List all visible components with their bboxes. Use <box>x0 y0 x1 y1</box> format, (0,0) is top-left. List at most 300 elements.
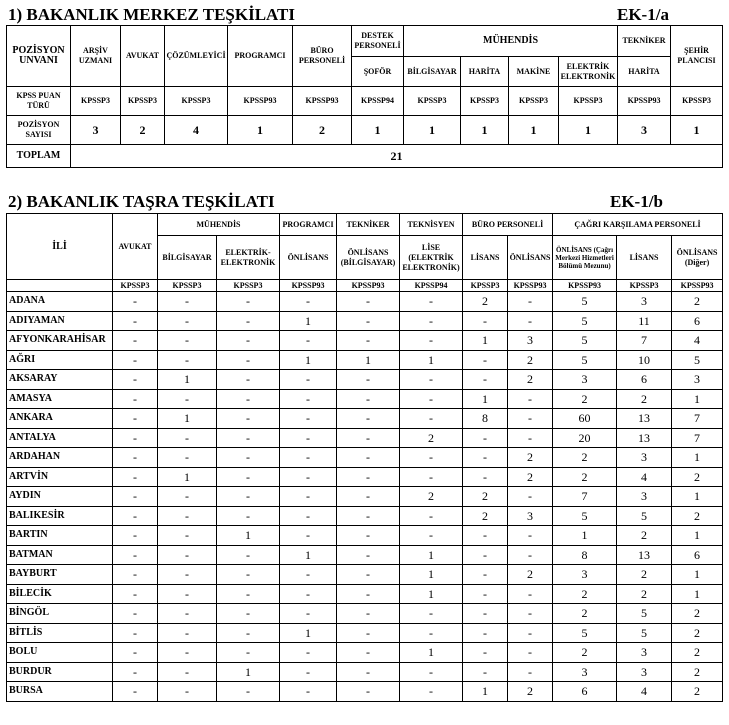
province-count-cell: - <box>337 370 400 390</box>
header-destek: DESTEK PERSONELİ <box>352 26 404 57</box>
province-count-cell: - <box>217 643 280 663</box>
province-count-cell: - <box>280 370 337 390</box>
province-count-cell: - <box>280 292 337 312</box>
province-count-cell: 1 <box>463 682 508 702</box>
province-count-cell: 2 <box>553 604 617 624</box>
province-count-cell: - <box>158 292 217 312</box>
province-count-cell: 5 <box>553 623 617 643</box>
province-count-cell: - <box>508 545 553 565</box>
province-count-cell: 6 <box>672 311 723 331</box>
province-name: AMASYA <box>7 389 113 409</box>
province-count-cell: 1 <box>280 545 337 565</box>
header-tekniker: TEKNİKER <box>618 26 671 57</box>
province-count-cell: - <box>217 623 280 643</box>
province-row <box>7 409 723 429</box>
province-count-cell: - <box>280 565 337 585</box>
header-sehir: ŞEHİR PLANCISI <box>671 26 723 87</box>
province-count-cell: 1 <box>463 331 508 351</box>
province-count-cell: - <box>217 506 280 526</box>
province-count-cell: - <box>280 331 337 351</box>
subheader-buro-onlisans: ÖNLİSANS <box>508 236 553 280</box>
province-count-cell: - <box>463 370 508 390</box>
header-bilgisayar: BİLGİSAYAR <box>404 57 461 87</box>
section1-title: 1) BAKANLIK MERKEZ TEŞKİLATI <box>8 5 296 24</box>
province-count-cell: - <box>113 565 158 585</box>
province-count-cell: 2 <box>672 623 723 643</box>
province-count-cell: - <box>463 526 508 546</box>
province-count-cell: - <box>400 311 463 331</box>
kpss-cell: KPSSP93 <box>553 280 617 292</box>
header-tekniker-harita: HARİTA <box>618 57 671 87</box>
province-count-cell: 2 <box>672 643 723 663</box>
province-count-cell: - <box>113 662 158 682</box>
province-count-cell: - <box>337 331 400 351</box>
province-name: ANKARA <box>7 409 113 429</box>
province-count-cell: 4 <box>617 467 672 487</box>
province-count-cell: - <box>280 389 337 409</box>
province-count-cell: - <box>217 409 280 429</box>
province-count-cell: 1 <box>280 350 337 370</box>
count-cell: 2 <box>293 116 352 145</box>
province-count-cell: - <box>113 526 158 546</box>
province-count-cell: 1 <box>280 623 337 643</box>
province-count-cell: - <box>217 565 280 585</box>
province-row <box>7 331 723 351</box>
province-count-cell: - <box>217 487 280 507</box>
province-count-cell: 7 <box>553 487 617 507</box>
province-name: ARTVİN <box>7 467 113 487</box>
province-count-cell: - <box>113 545 158 565</box>
count-cell: 1 <box>509 116 559 145</box>
kpss-cell: KPSSP3 <box>113 280 158 292</box>
province-count-cell: 13 <box>617 545 672 565</box>
header-buro: BÜRO PERSONELİ <box>293 26 352 87</box>
province-count-cell: 1 <box>553 526 617 546</box>
province-row <box>7 311 723 331</box>
count-cell: 2 <box>121 116 165 145</box>
provincial-organization-table <box>6 213 723 702</box>
province-name: BURSA <box>7 682 113 702</box>
province-header: İLİ <box>7 214 113 280</box>
province-count-cell: 5 <box>617 604 672 624</box>
total-row <box>7 145 723 168</box>
kpss-cell: KPSSP93 <box>508 280 553 292</box>
province-count-cell: 2 <box>508 467 553 487</box>
province-count-cell: 2 <box>617 584 672 604</box>
province-count-cell: - <box>463 350 508 370</box>
province-count-cell: 2 <box>508 448 553 468</box>
province-count-cell: 3 <box>508 506 553 526</box>
province-count-cell: 2 <box>672 662 723 682</box>
province-count-cell: - <box>508 662 553 682</box>
province-count-cell: - <box>337 643 400 663</box>
subheader-cagri-diger: ÖNLİSANS (Diğer) <box>672 236 723 280</box>
province-name: ADANA <box>7 292 113 312</box>
province-count-cell: - <box>508 604 553 624</box>
province-count-cell: 1 <box>672 487 723 507</box>
province-count-cell: - <box>158 604 217 624</box>
province-count-cell: - <box>158 545 217 565</box>
province-count-cell: 1 <box>280 311 337 331</box>
province-count-cell: - <box>463 545 508 565</box>
province-count-cell: - <box>280 409 337 429</box>
province-row <box>7 389 723 409</box>
subheader-programci-onlisans: ÖNLİSANS <box>280 236 337 280</box>
province-count-cell: 5 <box>672 350 723 370</box>
province-count-cell: - <box>158 643 217 663</box>
count-cell: 1 <box>228 116 293 145</box>
province-count-cell: 7 <box>672 428 723 448</box>
province-count-cell: 2 <box>463 506 508 526</box>
header-muhendis: MÜHENDİS <box>158 214 280 236</box>
kpss-cell: KPSSP93 <box>337 280 400 292</box>
province-count-cell: 3 <box>672 370 723 390</box>
province-count-cell: - <box>508 428 553 448</box>
province-count-cell: - <box>217 604 280 624</box>
province-count-cell: 13 <box>617 409 672 429</box>
kpss-blank <box>7 280 113 292</box>
count-cell: 4 <box>165 116 228 145</box>
province-count-cell: - <box>400 467 463 487</box>
kpss-cell: KPSSP3 <box>217 280 280 292</box>
province-count-cell: - <box>158 487 217 507</box>
header-programci: PROGRAMCI <box>228 26 293 87</box>
province-count-cell: 13 <box>617 428 672 448</box>
province-count-cell: 1 <box>672 389 723 409</box>
province-count-cell: - <box>508 487 553 507</box>
province-count-cell: - <box>217 545 280 565</box>
province-count-cell: - <box>280 604 337 624</box>
province-count-cell: - <box>463 428 508 448</box>
province-name: BURDUR <box>7 662 113 682</box>
province-count-cell: 2 <box>508 370 553 390</box>
province-count-cell: - <box>400 389 463 409</box>
province-name: BARTIN <box>7 526 113 546</box>
province-count-cell: 1 <box>400 565 463 585</box>
header-arsiv: ARŞİV UZMANI <box>71 26 121 87</box>
header-avukat: AVUKAT <box>113 214 158 280</box>
province-count-cell: - <box>400 604 463 624</box>
province-count-cell: - <box>113 370 158 390</box>
province-name: ANTALYA <box>7 428 113 448</box>
province-count-cell: 1 <box>158 467 217 487</box>
province-count-cell: - <box>463 662 508 682</box>
province-count-cell: 2 <box>672 604 723 624</box>
province-count-cell: 2 <box>463 487 508 507</box>
province-count-cell: - <box>337 545 400 565</box>
province-row <box>7 467 723 487</box>
province-count-cell: - <box>280 506 337 526</box>
province-count-cell: - <box>508 292 553 312</box>
province-name: BİLECİK <box>7 584 113 604</box>
province-count-cell: - <box>337 662 400 682</box>
province-count-cell: - <box>113 506 158 526</box>
province-row <box>7 662 723 682</box>
province-count-cell: 2 <box>553 448 617 468</box>
province-count-cell: - <box>158 682 217 702</box>
province-count-cell: 1 <box>400 584 463 604</box>
province-count-cell: - <box>217 682 280 702</box>
province-count-cell: 1 <box>217 662 280 682</box>
section2-title: 2) BAKANLIK TAŞRA TEŞKİLATI <box>8 192 275 211</box>
province-count-cell: 7 <box>672 409 723 429</box>
province-count-cell: - <box>113 409 158 429</box>
header-cagri: ÇAĞRI KARŞILAMA PERSONELİ <box>553 214 723 236</box>
province-count-cell: - <box>217 448 280 468</box>
province-count-cell: 4 <box>617 682 672 702</box>
province-count-cell: - <box>158 565 217 585</box>
header-cozumleyici: ÇÖZÜMLEYİCİ <box>165 26 228 87</box>
kpss-cell: KPSSP93 <box>293 87 352 116</box>
position-title-header: POZİSYON UNVANI <box>7 26 71 87</box>
header-sofor: ŞOFÖR <box>352 57 404 87</box>
province-count-cell: 1 <box>337 350 400 370</box>
province-count-cell: - <box>158 448 217 468</box>
province-count-cell: - <box>337 311 400 331</box>
province-count-cell: 4 <box>672 331 723 351</box>
province-row <box>7 370 723 390</box>
province-count-cell: 6 <box>617 370 672 390</box>
province-count-cell: 8 <box>553 545 617 565</box>
province-count-cell: - <box>158 311 217 331</box>
province-count-cell: - <box>400 331 463 351</box>
section1-code: EK-1/a <box>617 5 669 24</box>
kpss-row <box>7 87 723 116</box>
province-name: ADIYAMAN <box>7 311 113 331</box>
province-count-cell: - <box>113 428 158 448</box>
province-count-cell: - <box>508 409 553 429</box>
province-count-cell: - <box>400 448 463 468</box>
province-count-cell: 2 <box>617 565 672 585</box>
kpss-cell: KPSSP94 <box>400 280 463 292</box>
kpss-cell: KPSSP3 <box>559 87 618 116</box>
count-cell: 1 <box>404 116 461 145</box>
subheader-buro-lisans: LİSANS <box>463 236 508 280</box>
province-count-cell: - <box>158 389 217 409</box>
province-count-cell: 3 <box>553 370 617 390</box>
province-count-cell: - <box>337 584 400 604</box>
province-count-cell: - <box>217 350 280 370</box>
province-row <box>7 526 723 546</box>
province-count-cell: - <box>508 584 553 604</box>
province-count-cell: 11 <box>617 311 672 331</box>
province-count-cell: - <box>508 623 553 643</box>
kpss-cell: KPSSP94 <box>352 87 404 116</box>
province-count-cell: - <box>508 526 553 546</box>
province-count-cell: - <box>217 311 280 331</box>
province-count-cell: - <box>158 662 217 682</box>
kpss-cell: KPSSP93 <box>228 87 293 116</box>
province-row <box>7 682 723 702</box>
province-name: AKSARAY <box>7 370 113 390</box>
province-count-cell: 2 <box>672 467 723 487</box>
province-row <box>7 584 723 604</box>
count-label: POZİSYON SAYISI <box>7 116 71 145</box>
kpss-cell: KPSSP3 <box>158 280 217 292</box>
province-count-cell: - <box>280 662 337 682</box>
province-row <box>7 448 723 468</box>
province-count-cell: - <box>400 682 463 702</box>
province-count-cell: 2 <box>508 350 553 370</box>
subheader-bilgisayar: BİLGİSAYAR <box>158 236 217 280</box>
count-cell: 3 <box>71 116 121 145</box>
province-count-cell: 2 <box>463 292 508 312</box>
province-count-cell: 3 <box>617 662 672 682</box>
province-count-cell: - <box>217 467 280 487</box>
province-count-cell: - <box>337 623 400 643</box>
province-count-cell: - <box>337 467 400 487</box>
province-count-cell: - <box>217 292 280 312</box>
province-count-cell: 2 <box>617 389 672 409</box>
kpss-cell: KPSSP3 <box>671 87 723 116</box>
province-count-cell: 1 <box>672 565 723 585</box>
province-count-cell: 1 <box>400 545 463 565</box>
kpss-cell: KPSSP3 <box>121 87 165 116</box>
province-count-cell: 3 <box>508 331 553 351</box>
province-row <box>7 545 723 565</box>
header-teknisyen: TEKNİSYEN <box>400 214 463 236</box>
province-row <box>7 292 723 312</box>
province-count-cell: - <box>158 331 217 351</box>
province-count-cell: 5 <box>553 331 617 351</box>
province-count-cell: 1 <box>672 584 723 604</box>
count-row <box>7 116 723 145</box>
province-count-cell: - <box>400 526 463 546</box>
province-count-cell: - <box>280 643 337 663</box>
province-count-cell: 5 <box>617 506 672 526</box>
province-count-cell: - <box>113 584 158 604</box>
province-count-cell: - <box>337 389 400 409</box>
kpss-cell: KPSSP3 <box>617 280 672 292</box>
kpss-row <box>7 280 723 292</box>
province-count-cell: - <box>400 409 463 429</box>
province-count-cell: - <box>217 331 280 351</box>
province-count-cell: - <box>337 526 400 546</box>
province-count-cell: 1 <box>672 448 723 468</box>
total-value: 21 <box>71 145 723 168</box>
count-cell: 3 <box>618 116 671 145</box>
province-row <box>7 623 723 643</box>
province-count-cell: 5 <box>553 311 617 331</box>
province-row <box>7 487 723 507</box>
province-name: BİTLİS <box>7 623 113 643</box>
province-count-cell: - <box>400 370 463 390</box>
province-name: AFYONKARAHİSAR <box>7 331 113 351</box>
province-count-cell: 3 <box>617 487 672 507</box>
province-count-cell: - <box>508 311 553 331</box>
province-row <box>7 604 723 624</box>
header-muhendis: MÜHENDİS <box>404 26 618 57</box>
province-count-cell: 3 <box>553 565 617 585</box>
province-count-cell: - <box>280 467 337 487</box>
province-count-cell: - <box>113 487 158 507</box>
province-count-cell: - <box>158 506 217 526</box>
header-avukat: AVUKAT <box>121 26 165 87</box>
province-count-cell: - <box>280 682 337 702</box>
province-name: AYDIN <box>7 487 113 507</box>
province-count-cell: - <box>508 643 553 663</box>
province-count-cell: 1 <box>217 526 280 546</box>
province-count-cell: - <box>113 389 158 409</box>
province-count-cell: - <box>463 584 508 604</box>
subheader-teknisyen-lise: LİSE (ELEKTRİK ELEKTRONİK) <box>400 236 463 280</box>
kpss-label: KPSS PUAN TÜRÜ <box>7 87 71 116</box>
kpss-cell: KPSSP93 <box>618 87 671 116</box>
province-count-cell: - <box>400 662 463 682</box>
province-row <box>7 350 723 370</box>
province-row <box>7 643 723 663</box>
province-count-cell: - <box>463 604 508 624</box>
subheader-cagri-onlisans: ÖNLİSANS (Çağrı Merkezi Hizmetleri Bölümü Mezunu) <box>553 236 617 280</box>
province-count-cell: - <box>280 448 337 468</box>
kpss-cell: KPSSP3 <box>461 87 509 116</box>
kpss-cell: KPSSP3 <box>71 87 121 116</box>
province-count-cell: - <box>337 448 400 468</box>
province-count-cell: - <box>158 428 217 448</box>
province-count-cell: - <box>337 292 400 312</box>
province-count-cell: - <box>337 604 400 624</box>
subheader-elektrik: ELEKTRİK-ELEKTRONİK <box>217 236 280 280</box>
province-count-cell: - <box>113 604 158 624</box>
province-count-cell: 2 <box>400 487 463 507</box>
province-count-cell: 2 <box>553 643 617 663</box>
province-count-cell: 6 <box>672 545 723 565</box>
subheader-tekniker-onlisans: ÖNLİSANS (BİLGİSAYAR) <box>337 236 400 280</box>
province-count-cell: 3 <box>617 643 672 663</box>
header-makine: MAKİNE <box>509 57 559 87</box>
province-count-cell: - <box>337 409 400 429</box>
province-count-cell: 5 <box>617 623 672 643</box>
province-row <box>7 428 723 448</box>
province-count-cell: 2 <box>672 506 723 526</box>
province-count-cell: 3 <box>553 662 617 682</box>
province-count-cell: - <box>217 389 280 409</box>
province-name: BAYBURT <box>7 565 113 585</box>
province-count-cell: - <box>158 526 217 546</box>
province-row <box>7 565 723 585</box>
province-name: ARDAHAN <box>7 448 113 468</box>
province-count-cell: 60 <box>553 409 617 429</box>
count-cell: 1 <box>352 116 404 145</box>
province-count-cell: - <box>463 643 508 663</box>
province-count-cell: - <box>113 682 158 702</box>
province-count-cell: 2 <box>508 682 553 702</box>
province-count-cell: - <box>113 623 158 643</box>
province-count-cell: - <box>113 448 158 468</box>
kpss-cell: KPSSP3 <box>165 87 228 116</box>
province-count-cell: 1 <box>672 526 723 546</box>
province-count-cell: 5 <box>553 292 617 312</box>
province-count-cell: 6 <box>553 682 617 702</box>
province-count-cell: - <box>113 643 158 663</box>
header-harita: HARİTA <box>461 57 509 87</box>
province-count-cell: - <box>113 350 158 370</box>
province-count-cell: - <box>158 584 217 604</box>
province-count-cell: 1 <box>463 389 508 409</box>
province-count-cell: 1 <box>400 643 463 663</box>
province-count-cell: 3 <box>617 448 672 468</box>
province-count-cell: - <box>217 584 280 604</box>
province-count-cell: 2 <box>400 428 463 448</box>
province-count-cell: - <box>400 623 463 643</box>
province-count-cell: 1 <box>158 370 217 390</box>
subheader-cagri-lisans: LİSANS <box>617 236 672 280</box>
header-buro: BÜRO PERSONELİ <box>463 214 553 236</box>
kpss-cell: KPSSP93 <box>280 280 337 292</box>
province-count-cell: - <box>400 506 463 526</box>
province-count-cell: 3 <box>617 292 672 312</box>
province-count-cell: 2 <box>508 565 553 585</box>
